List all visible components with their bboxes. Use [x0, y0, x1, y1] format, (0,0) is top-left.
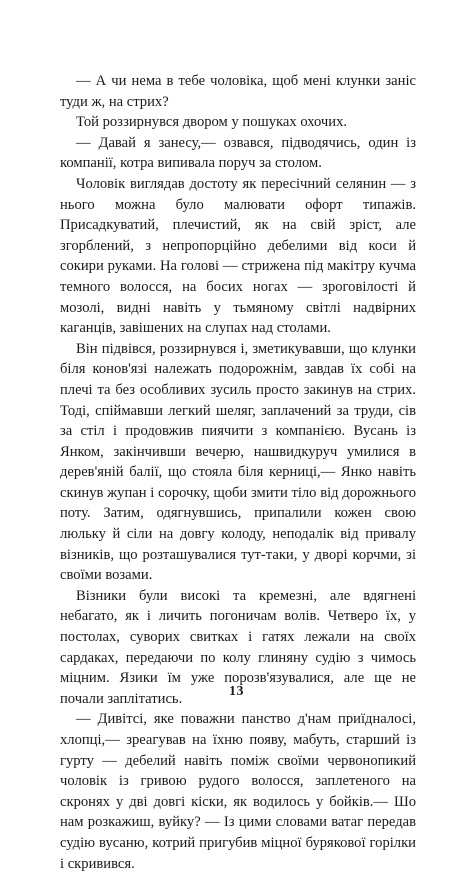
paragraph: Візники були високі та кремезні, але вдягнені небагато, як і личить погоничам волів. Четверо їх, у постолах, суворих свитках і гатях лежали на своїх сардаках, передаючи по колу глиняну судію з чимось міцним. Язики їм уже порозв'язувалися, але ще не почали заплітатись. — [60, 587, 416, 707]
body-text — [60, 71, 416, 874]
paragraph: — А чи нема в тебе чоловіка, щоб мені клунки заніс туди ж, на стрих? — [60, 73, 416, 110]
paragraph: Він підвівся, роззирнувся і, зметикувавши, що клунки біля конов'язі належать подорожнім, завдав їх собі на плечі та без особливих зусиль просто закинув на стрих. Тоді, спіймавши легкий шеляг, заплачений за труди, сів за стіл і продовжив пиячити з компанією. Вусань із Янком, закінчивши вечерю, нашвидкуруч умилися в дерев'яній балії, що стояла біля керниці,— Янко навіть скинув жупан і сорочку, щоби змити тіло від дорожнього поту. Затим, одягнувшись, припалили кожен свою люльку й сіли на довгу колоду, неподалік від привалу візників, що розташувалися тут-таки, у дворі корчми, зі своїми возами. — [60, 340, 416, 584]
paragraph: — Дивітсі, яке поважни панство д'нам приїдналосі, хлопці,— зреагував на їхню появу, мабуть, старший із гурту — дебелий навіть поміж своїми червонопикий чоловік із гривою рудого волосся, заплетеного на скронях у дві довгі кіски, як водилось у бойків.— Шо нам розкажиш, вуйку? — Із цими словами ватаг передав судію вусаню, котрий пригубив міцної бурякової горілки і скривився. — [60, 711, 416, 872]
page-number: 13 — [229, 684, 244, 699]
paragraph: Чоловік виглядав достоту як пересічний селянин — з нього можна було малювати офорт типажів. Присадкуватий, плечистий, як на свій зріст, але згорблений, з непропорційно дебелими від коси й сокири руками. На голові — стрижена під макітру кучма темного волосся, на босих ногах — зроговілості й мозолі, видні навіть у тьмяному світлі надвірних каганців, завішених на слупах над столами. — [60, 175, 416, 337]
paragraph: Той роззирнувся двором у пошуках охочих. — [76, 114, 348, 131]
paragraph: — Давай я занесу,— озвався, підводячись, один із компанії, котра випивала поруч за столом. — [60, 134, 416, 172]
